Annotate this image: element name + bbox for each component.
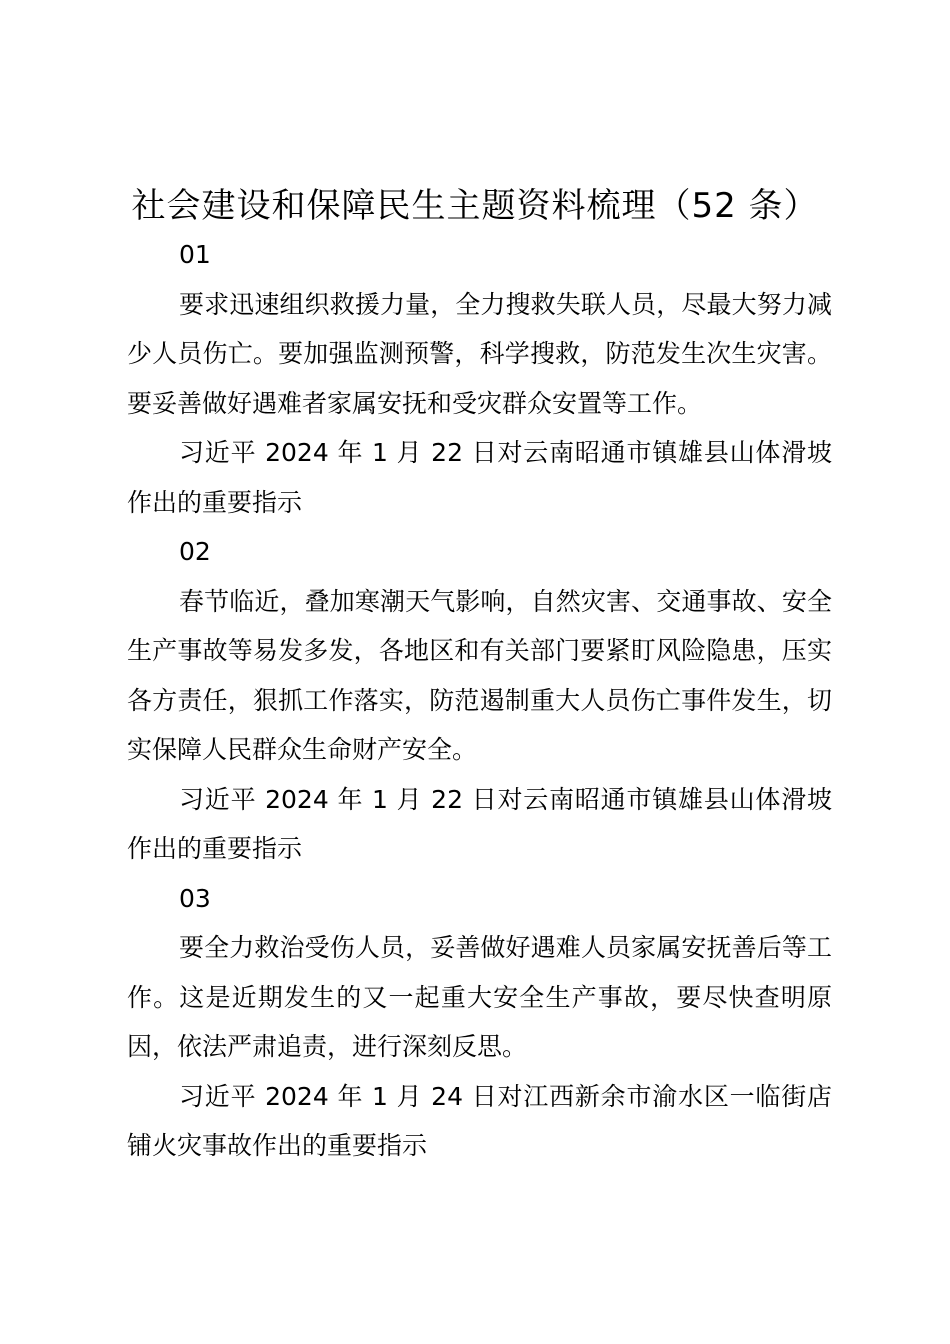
entry-number: 01 <box>179 240 211 269</box>
entry-source: 习近平 2024 年 1 月 24 日对江西新余市渝水区一临街店铺火灾事故作出的重要指示 <box>127 1081 832 1160</box>
entry-03 <box>127 874 832 1171</box>
entry-01 <box>127 230 832 527</box>
entry-number: 03 <box>179 883 211 913</box>
entry-source: 习近平 2024 年 1 月 22 日对云南昭通市镇雄县山体滑坡作出的重要指示 <box>127 438 832 517</box>
entry-text: 要全力救治受伤人员，妥善做好遇难人员家属安抚善后等工作。这是近期发生的又一起重大安全生产事故，要尽快查明原因，依法严肃追责，进行深刻反思。 <box>127 933 832 1061</box>
document-body <box>127 230 832 1171</box>
entry-number: 02 <box>179 537 211 566</box>
entry-02 <box>127 527 832 874</box>
entry-text: 要求迅速组织救援力量，全力搜救失联人员，尽最大努力减少人员伤亡。要加强监测预警，科学搜救，防范发生次生灾害。要妥善做好遇难者家属安抚和受灾群众安置等工作。 <box>127 289 832 418</box>
document-title: 社会建设和保障民生主题资料梳理（52 条） <box>131 186 819 226</box>
entry-text: 春节临近，叠加寒潮天气影响，自然灾害、交通事故、安全生产事故等易发多发，各地区和有关部门要紧盯风险隐患，压实各方责任，狠抓工作落实，防范遏制重大人员伤亡事件发生，切实保障人民群众生命财产安全。 <box>127 586 832 764</box>
entry-source: 习近平 2024 年 1 月 22 日对云南昭通市镇雄县山体滑坡作出的重要指示 <box>127 784 832 863</box>
